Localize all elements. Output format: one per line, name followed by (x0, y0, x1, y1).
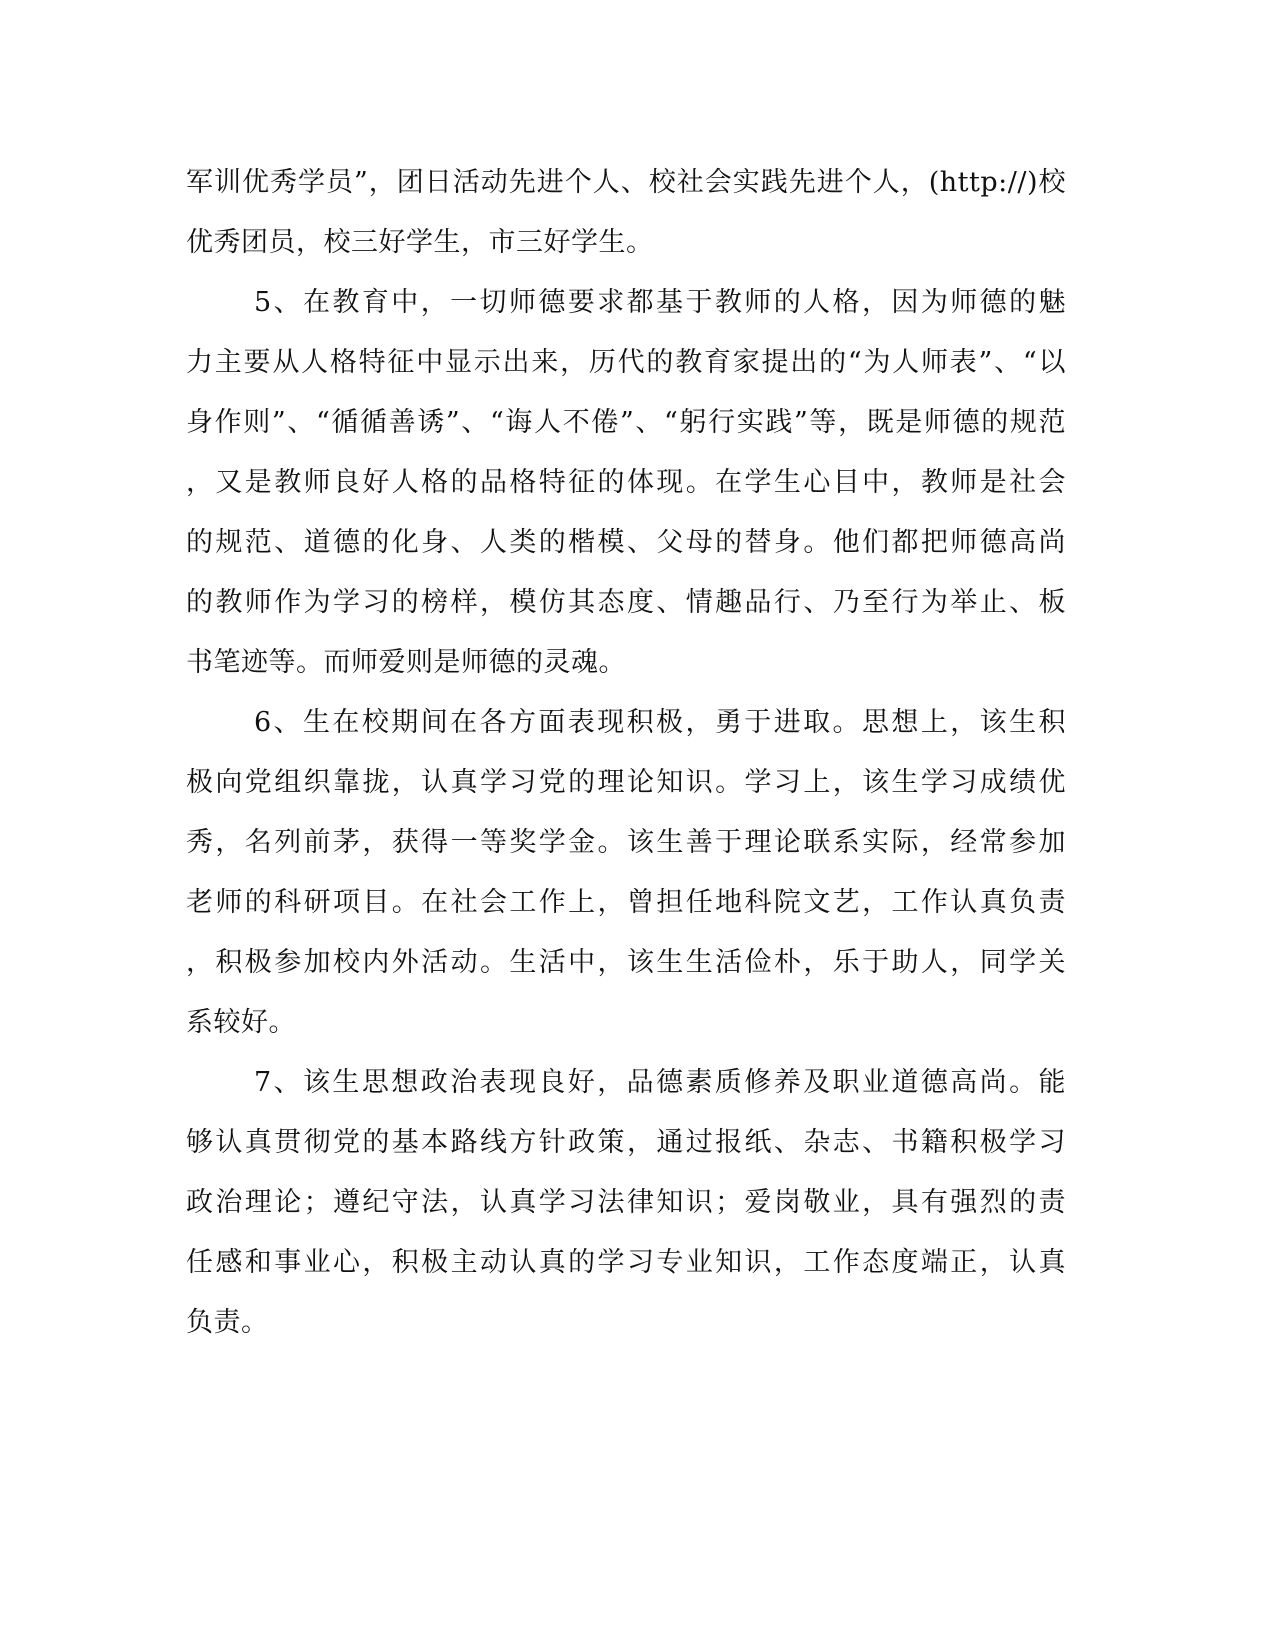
text-line: 书笔迹等。而师爱则是师德的灵魂。 (186, 647, 626, 678)
text-line: 5、在教育中，一切师德要求都基于教师的人格，因为师德的魅 (254, 287, 1066, 318)
text-line: 老师的科研项目。在社会工作上，曾担任地科院文艺，工作认真负责 (186, 887, 1066, 918)
text-line: 系较好。 (186, 1007, 296, 1038)
text-line: 政治理论；遵纪守法，认真学习法律知识；爱岗敬业，具有强烈的责 (186, 1187, 1066, 1218)
text-line: 任感和事业心，积极主动认真的学习专业知识，工作态度端正，认真 (186, 1247, 1066, 1278)
text-line: 优秀团员，校三好学生，市三好学生。 (186, 227, 654, 258)
text-line: 军训优秀学员”，团日活动先进个人、校社会实践先进个人，(http://)校 (186, 167, 1066, 198)
text-line: 的规范、道德的化身、人类的楷模、父母的替身。他们都把师德高尚 (186, 527, 1066, 558)
document-body (186, 153, 1066, 1353)
text-line: 的教师作为学习的榜样，模仿其态度、情趣品行、乃至行为举止、板 (186, 587, 1066, 618)
text-line: 极向党组织靠拢，认真学习党的理论知识。学习上，该生学习成绩优 (186, 767, 1066, 798)
text-line: 够认真贯彻党的基本路线方针政策，通过报纸、杂志、书籍积极学习 (186, 1127, 1066, 1158)
text-line: 6、生在校期间在各方面表现积极，勇于进取。思想上，该生积 (254, 707, 1066, 738)
text-line: 负责。 (186, 1307, 269, 1338)
text-line: 力主要从人格特征中显示出来，历代的教育家提出的“为人师表”、“以 (186, 347, 1066, 378)
text-line: 秀，名列前茅，获得一等奖学金。该生善于理论联系实际，经常参加 (186, 827, 1066, 858)
text-line: 7、该生思想政治表现良好，品德素质修养及职业道德高尚。能 (254, 1067, 1066, 1098)
text-line: 身作则”、“循循善诱”、“诲人不倦”、“躬行实践”等，既是师德的规范 (186, 407, 1066, 438)
text-line: ，又是教师良好人格的品格特征的体现。在学生心目中，教师是社会 (186, 467, 1066, 498)
text-line: ，积极参加校内外活动。生活中，该生生活俭朴，乐于助人，同学关 (186, 947, 1066, 978)
